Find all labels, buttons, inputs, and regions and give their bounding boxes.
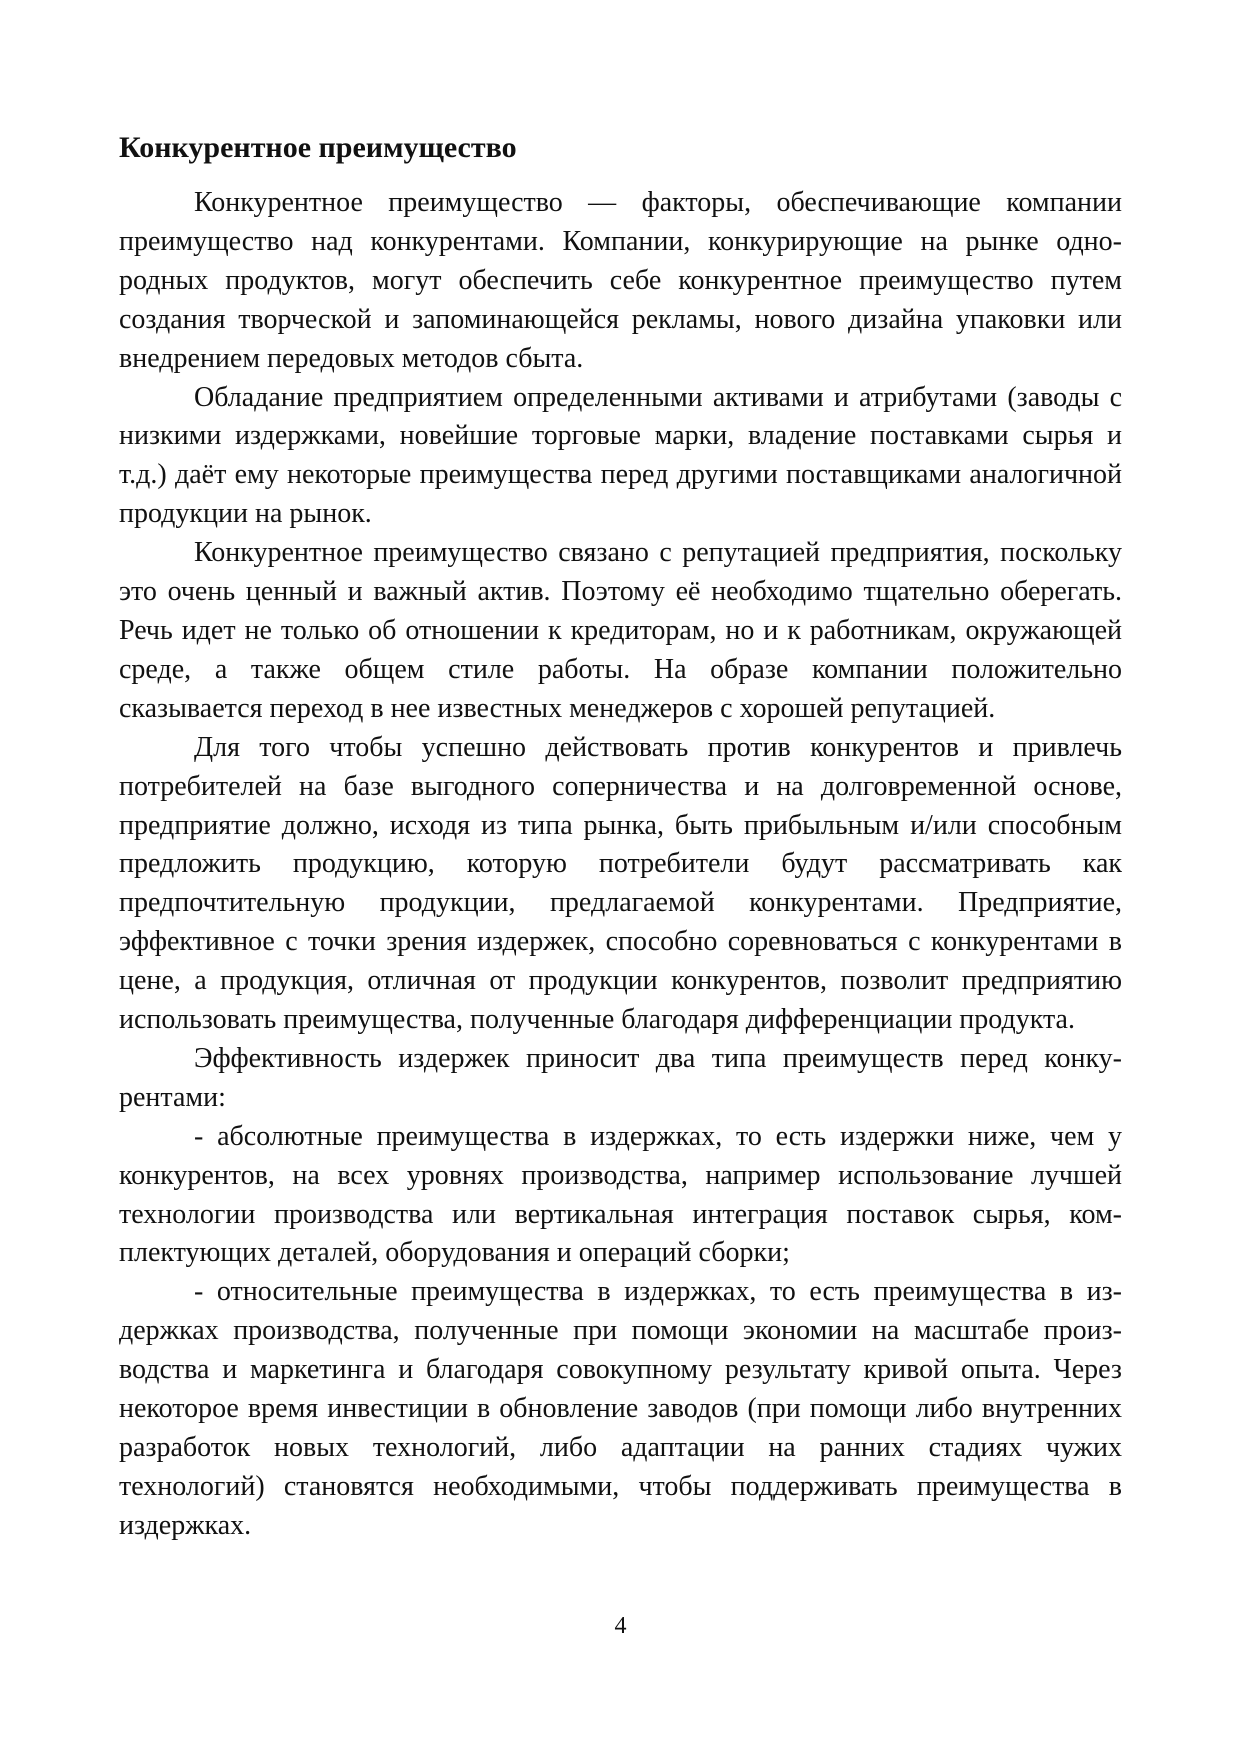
paragraph: Конкурентное преимущество — факторы, обеспечивающие компании преимущество над конкурентами. Компании, конкурирующие на рынке однородных продуктов, могут обеспечить себе конкурентное преимущество путем создания творческой и запоминающейся рекламы, нового дизайна упаковки или внедрением передовых методов сбыта. xyxy=(119,187,1122,374)
list-item: - абсолютные преимущества в издержках, то есть издержки ниже, чем у конкурентов, на всех уровнях производства, например использование лучшей технологии производства или вертикальная интеграция поставок сырья, комплектующих деталей, оборудования и операций сборки; xyxy=(119,1120,1122,1269)
paragraph: Для того чтобы успешно действовать против конкурентов и привлечь потребителей на базе выгодного соперничества и на долговременной основе, предприятие должно, исходя из типа рынка, быть прибыльным и/или способным предложить продукцию, которую потребители будут рассматривать как предпочтительную продукции, предлагаемой конкурентами. Предприятие, эффективное с точки зрения издержек, способно соревноваться с конкурентами в цене, а продукция, отличная от продукции конкурентов, позволит предприятию использовать преимущества, полученные благодаря дифференциации продукта. xyxy=(119,731,1122,1036)
page-heading: Конкурентное преимущество xyxy=(119,131,517,164)
body-text xyxy=(119,184,1122,1546)
paragraph: Обладание предприятием определенными активами и атрибутами (заводы с низкими издержками, новейшие торговые марки, владение поставками сырья и т.д.) даёт ему некоторые преимущества перед другими поставщиками аналогичной продукции на рынок. xyxy=(119,381,1122,530)
list-item: - относительные преимущества в издержках, то есть преимущества в издержках производства, полученные при помощи экономии на масштабе производства и маркетинга и благодаря совокупному результату кривой опыта. Через некоторое время инвестиции в обновление заводов (при помощи либо внутренних разработок новых технологий, либо адаптации на ранних стадиях чужих технологий) становятся необходимыми, чтобы поддерживать преимущества в издержках. xyxy=(119,1276,1122,1541)
paragraph: Конкурентное преимущество связано с репутацией предприятия, поскольку это очень ценный и важный актив. Поэтому её необходимо тщательно оберегать. Речь идет не только об отношении к кредиторам, но и к работникам, окружающей среде, а также общем стиле работы. На образе компании положительно сказывается переход в нее известных менеджеров с хорошей репутацией. xyxy=(119,537,1122,724)
page-number: 4 xyxy=(614,1613,627,1639)
paragraph: Эффективность издержек приносит два типа преимуществ перед конкурентами: xyxy=(119,1042,1122,1113)
